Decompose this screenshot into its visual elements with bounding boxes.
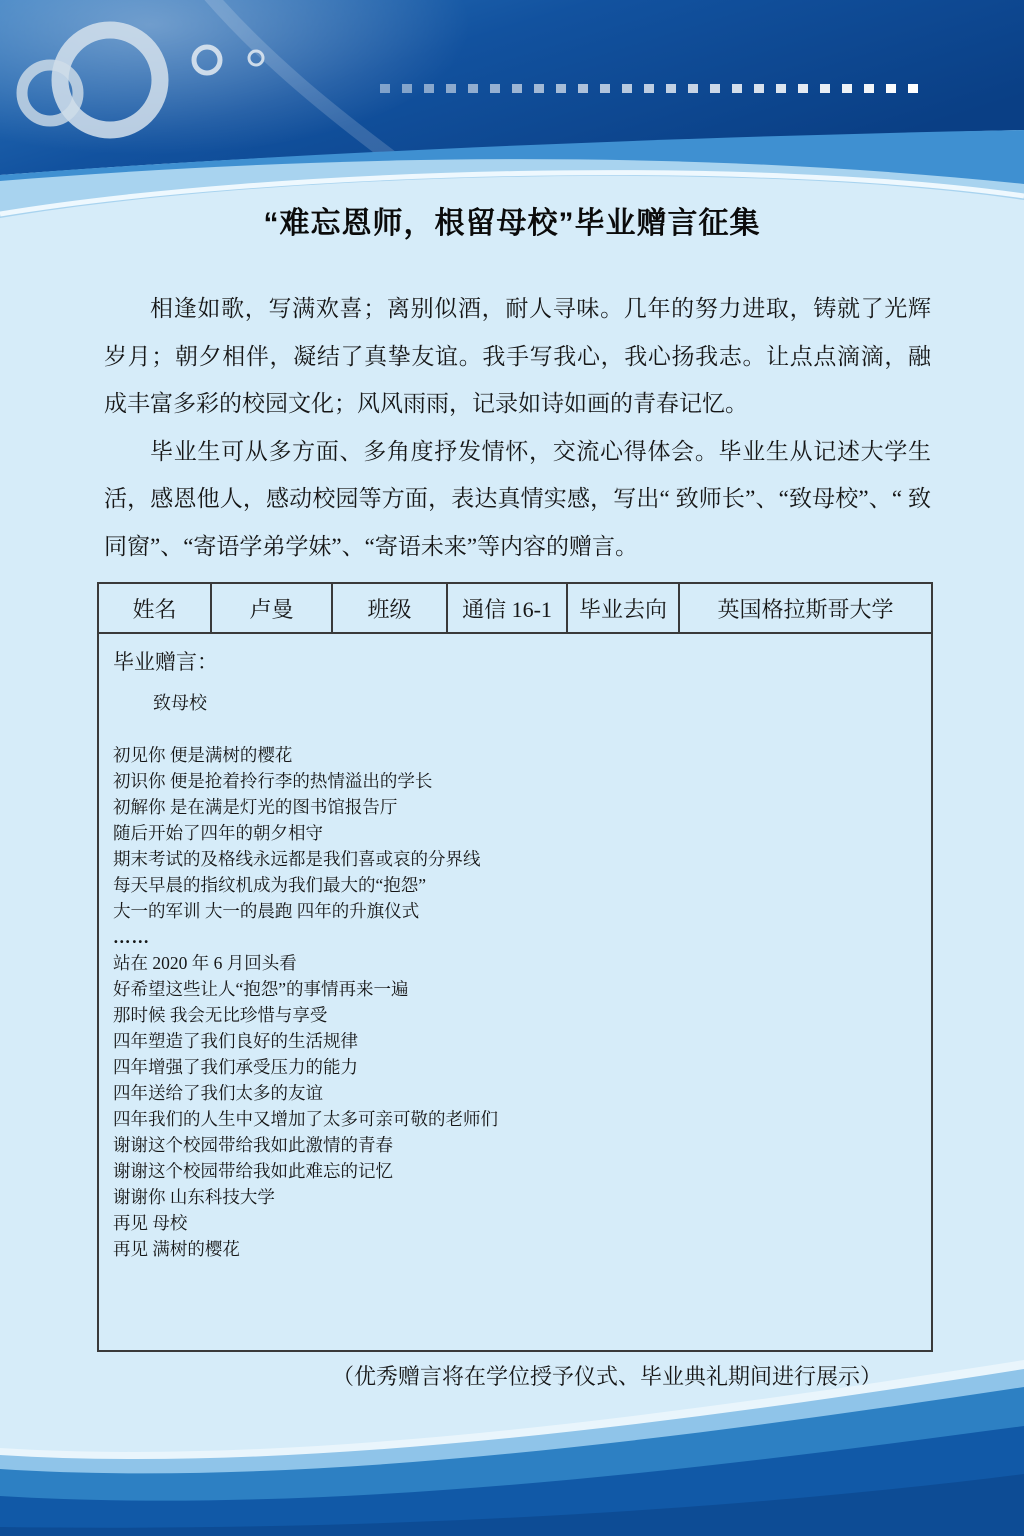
message-line: 四年送给了我们太多的友谊: [113, 1083, 323, 1103]
message-dedication: 致母校: [153, 693, 207, 713]
message-lines: [113, 742, 917, 1262]
message-line: 再见 母校: [113, 1213, 188, 1233]
dash-square: [886, 84, 896, 93]
message-line: 谢谢你 山东科技大学: [113, 1187, 275, 1207]
intro-paragraph-2: 毕业生可从多方面、多角度抒发情怀，交流心得体会。毕业生从记述大学生活，感恩他人，感动校园等方面，表达真情实感，写出“ 致师长”、“致母校”、“ 致同窗”、“寄语学弟学妹”、“寄语未来”等内容的赠言。: [104, 438, 931, 559]
dash-square: [380, 84, 390, 93]
message-line: 好希望这些让人“抱怨”的事情再来一遍: [113, 979, 409, 999]
dash-square: [534, 84, 544, 93]
dash-square: [512, 84, 522, 93]
intro-paragraph-1: 相逢如歌，写满欢喜；离别似酒，耐人寻味。几年的努力进取，铸就了光辉岁月；朝夕相伴，凝结了真挚友谊。我手写我心，我心扬我志。让点点滴滴，融成丰富多彩的校园文化；风风雨雨，记录如诗如画的青春记忆。: [104, 296, 931, 416]
message-line: 四年增强了我们承受压力的能力: [113, 1057, 358, 1077]
message-line: 初解你 是在满是灯光的图书馆报告厅: [113, 797, 398, 817]
dash-square: [754, 84, 764, 93]
footer-decoration: [0, 1336, 1024, 1536]
dash-square: [820, 84, 830, 93]
dash-square: [578, 84, 588, 93]
message-line: 四年我们的人生中又增加了太多可亲可敬的老师们: [113, 1109, 498, 1129]
dash-square: [468, 84, 478, 93]
dash-square: [710, 84, 720, 93]
message-line: 期末考试的及格线永远都是我们喜或哀的分界线: [113, 849, 481, 869]
dash-square: [446, 84, 456, 93]
class-value-cell: 通信 16-1: [447, 583, 567, 633]
dash-square: [732, 84, 742, 93]
dash-square: [622, 84, 632, 93]
name-label-cell: 姓名: [98, 583, 211, 633]
message-line: 谢谢这个校园带给我如此难忘的记忆: [113, 1161, 393, 1181]
dash-square: [402, 84, 412, 93]
message-row: [98, 633, 932, 1351]
dash-square: [490, 84, 500, 93]
message-label: 毕业赠言：: [113, 650, 218, 674]
message-line: ……: [113, 927, 150, 947]
message-line: 初见你 便是满树的樱花: [113, 745, 293, 765]
message-line: 每天早晨的指纹机成为我们最大的“抱怨”: [113, 875, 427, 895]
dash-square: [908, 84, 918, 93]
message-cell: [98, 633, 932, 1351]
dash-square: [688, 84, 698, 93]
dash-square: [842, 84, 852, 93]
page-title: “难忘恩师，根留母校”毕业赠言征集: [263, 207, 761, 240]
intro-section: [104, 285, 931, 570]
message-line: 随后开始了四年的朝夕相守: [113, 823, 323, 843]
dash-square: [600, 84, 610, 93]
message-line: 谢谢这个校园带给我如此激情的青春: [113, 1135, 393, 1155]
dash-square: [644, 84, 654, 93]
info-header-row: [98, 583, 932, 633]
dash-square: [424, 84, 434, 93]
name-value-cell: 卢曼: [211, 583, 332, 633]
dash-square: [556, 84, 566, 93]
message-line: 再见 满树的樱花: [113, 1239, 240, 1259]
graduate-info-table: [97, 582, 933, 1352]
destination-value-cell: 英国格拉斯哥大学: [679, 583, 932, 633]
message-line: 大一的军训 大一的晨跑 四年的升旗仪式: [113, 901, 420, 921]
message-line: 站在 2020 年 6 月回头看: [113, 953, 297, 973]
dash-square: [776, 84, 786, 93]
destination-label-cell: 毕业去向: [567, 583, 679, 633]
message-line: 那时候 我会无比珍惜与享受: [113, 1005, 328, 1025]
message-line: 初识你 便是抢着拎行李的热情溢出的学长: [113, 771, 433, 791]
class-label-cell: 班级: [332, 583, 447, 633]
dash-square: [666, 84, 676, 93]
footer-note: （优秀赠言将在学位授予仪式、毕业典礼期间进行展示）: [331, 1364, 882, 1389]
dash-square: [798, 84, 808, 93]
dash-square: [864, 84, 874, 93]
message-line: 四年塑造了我们良好的生活规律: [113, 1031, 358, 1051]
